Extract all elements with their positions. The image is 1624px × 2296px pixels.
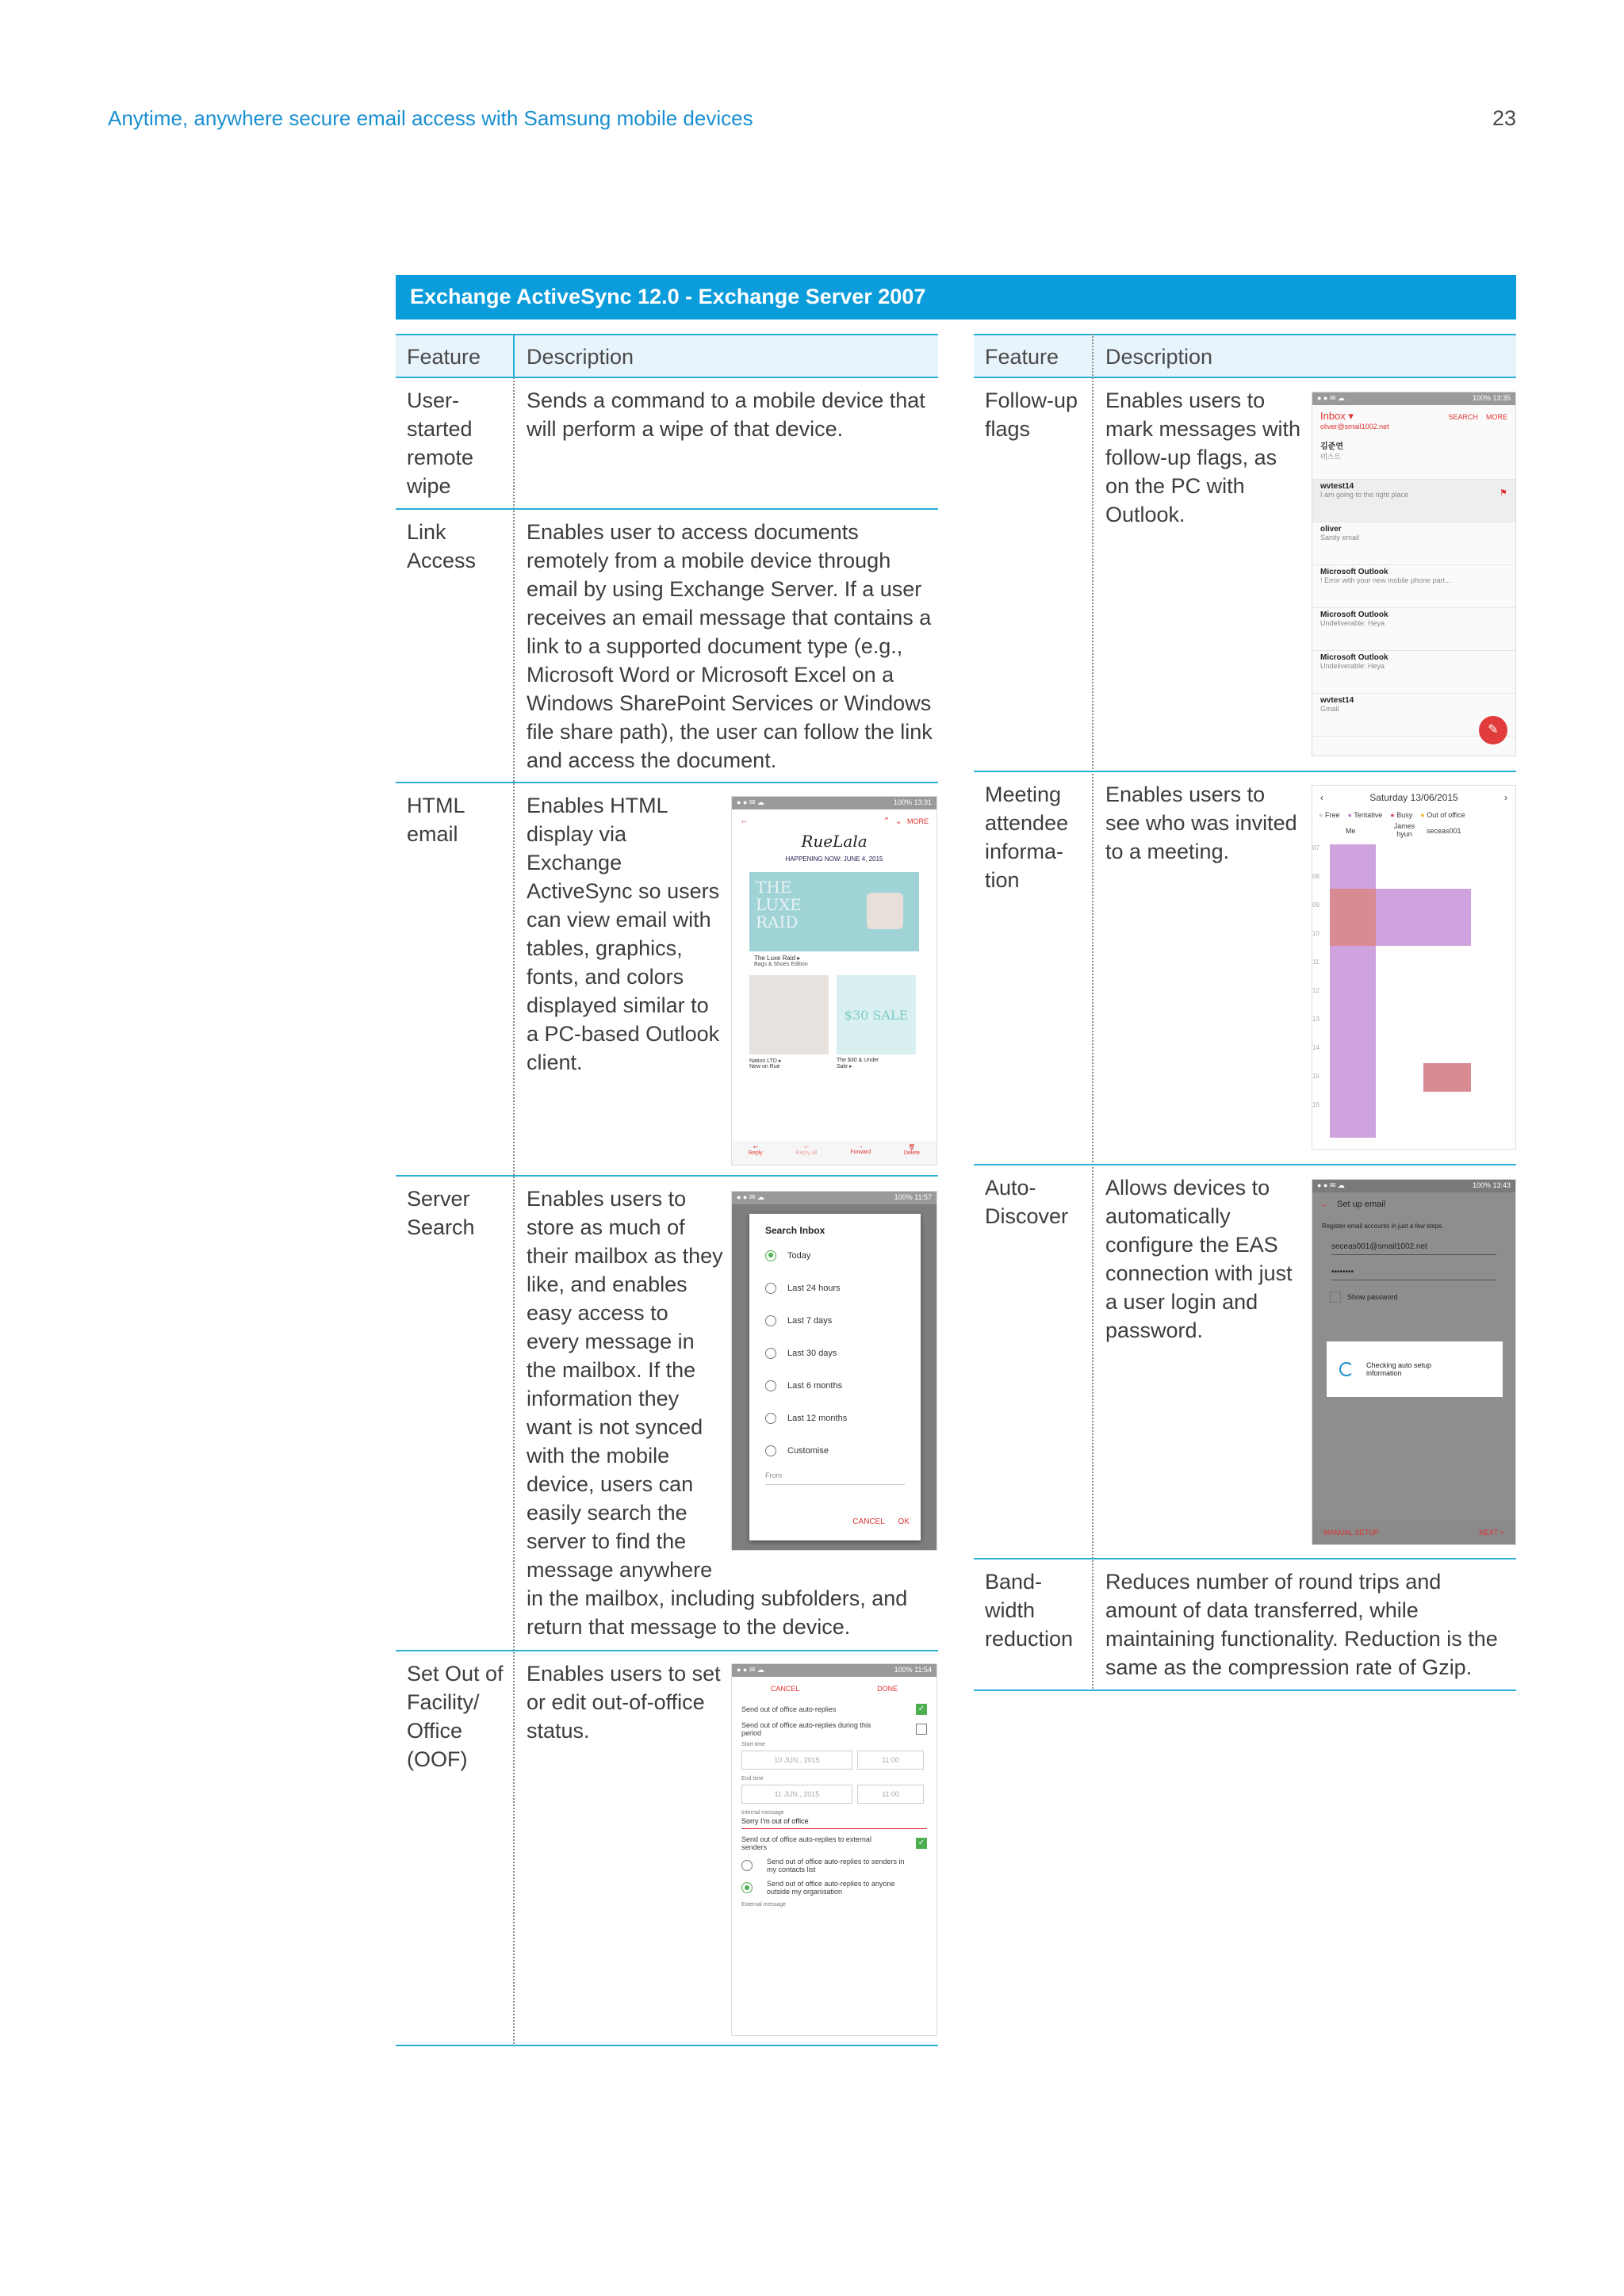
- description-cell: Enables users to store as much of their mailbox as they like, and enables easy access to every message in the mailbox. If the information they want is not synced with the mobile device, users can easily search the server to find the message anywhere: [527, 1187, 723, 1582]
- description-cell: Sends a command to a mobile device that will perform a wipe of that device.: [527, 388, 925, 441]
- promo-tiles: [732, 967, 936, 1058]
- option-24-hours[interactable]: Last 24 hours: [749, 1272, 921, 1304]
- setup-header: [1312, 1192, 1515, 1216]
- more-button[interactable]: MORE: [1486, 413, 1507, 421]
- period-checkbox[interactable]: [916, 1724, 927, 1735]
- oof-toolbar: [732, 1677, 936, 1701]
- inbox-header: [1312, 405, 1515, 437]
- feature-cell: Meeting attendee informa- tion: [985, 783, 1069, 892]
- from-field[interactable]: From: [765, 1471, 905, 1485]
- calendar-date: Saturday 13/06/2015: [1369, 792, 1458, 803]
- feature-cell: Auto- Discover: [985, 1176, 1069, 1228]
- done-button[interactable]: DONE: [877, 1685, 898, 1693]
- busy-block-james: [1376, 889, 1423, 946]
- feature-cell: HTML email: [407, 794, 465, 846]
- oof-screenshot: [731, 1663, 937, 2036]
- list-item[interactable]: oliver Sanity email: [1312, 522, 1515, 565]
- internal-message-label: Internal message: [741, 1810, 784, 1816]
- description-cell: Reduces number of round trips and amount of data transferred, while maintaining functionality. Reduction is the same as the compression rate of Gzip.: [1105, 1570, 1498, 1679]
- search-button[interactable]: SEARCH: [1448, 413, 1478, 421]
- period-toggle[interactable]: Send out of office auto-replies during this period: [732, 1718, 936, 1740]
- next-button[interactable]: NEXT >: [1479, 1529, 1504, 1536]
- more-button[interactable]: MORE: [907, 817, 929, 825]
- chevron-up-icon[interactable]: ⌃: [883, 816, 891, 826]
- hero-subcaption: Bags & Shoes Edition: [754, 962, 808, 967]
- external-message-label: External message: [741, 1902, 787, 1908]
- end-time-row: [732, 1783, 936, 1805]
- option-customise[interactable]: Customise: [749, 1434, 921, 1467]
- handbag-image: [867, 893, 903, 929]
- inbox-title[interactable]: Inbox ▾: [1320, 410, 1354, 422]
- page-header: [108, 106, 1516, 138]
- chevron-down-icon[interactable]: ⌄: [894, 816, 902, 826]
- external-toggle[interactable]: Send out of office auto-replies to external senders ✓: [732, 1829, 936, 1854]
- setup-title: Set up email: [1337, 1200, 1386, 1209]
- happening-now[interactable]: HAPPENING NOW: JUNE 4, 2015: [785, 855, 883, 863]
- feature-cell: Server Search: [407, 1187, 475, 1239]
- back-icon[interactable]: ←: [1320, 1200, 1329, 1209]
- calendar-screenshot: [1312, 785, 1516, 1150]
- description-cell: Allows devices to automatically configure the EAS connection with just a user login and password.: [1105, 1176, 1293, 1342]
- list-item[interactable]: wvtest14 Gmail: [1312, 694, 1515, 737]
- brand-logo: RueLala: [801, 832, 868, 851]
- option-7-days[interactable]: Last 7 days: [749, 1304, 921, 1337]
- description-header: Description: [527, 345, 634, 369]
- back-icon[interactable]: ←: [740, 816, 749, 825]
- compose-icon[interactable]: ✎: [1479, 716, 1507, 744]
- description-header: Description: [1105, 345, 1213, 369]
- feature-cell: Link Access: [407, 520, 477, 572]
- status-bar: ● ● ✉ ☁ 100% 13:35: [1312, 392, 1515, 405]
- external-checkbox[interactable]: ✓: [916, 1838, 927, 1849]
- status-bar: ● ● ✉ ☁ 100% 11:57: [732, 1192, 936, 1204]
- description-cell: Enables HTML display via Exchange ActiveSync so users can view email with tables, graphics, fonts, and colors displayed similar to a PC-based Outlook client.: [527, 794, 720, 1074]
- table-banner: Exchange ActiveSync 12.0 - Exchange Server 2007: [396, 275, 1516, 320]
- reply-all-button[interactable]: ↩ Reply all: [795, 1145, 818, 1156]
- inbox-screenshot: [1312, 392, 1516, 756]
- show-password-checkbox[interactable]: [1330, 1292, 1341, 1303]
- show-password-toggle[interactable]: Show password: [1330, 1292, 1498, 1303]
- busy-block-seceas: [1423, 889, 1471, 946]
- status-bar: ● ● ✉ ☁ 100% 13:31: [732, 797, 936, 809]
- start-time-row: [732, 1749, 936, 1771]
- auto-reply-toggle[interactable]: Send out of office auto-replies ✓: [732, 1701, 936, 1718]
- feature-cell: Follow-up flags: [985, 388, 1078, 441]
- auto-reply-checkbox[interactable]: ✓: [916, 1704, 927, 1715]
- end-date-field[interactable]: 11 JUN., 2015: [741, 1785, 852, 1804]
- start-time-field[interactable]: 11:00: [857, 1751, 924, 1770]
- description-cell: Enables users to set or edit out-of-office status.: [527, 1662, 721, 1743]
- list-item[interactable]: wvtest14 I am going to the right place ⚑: [1312, 480, 1515, 522]
- option-30-days[interactable]: Last 30 days: [749, 1337, 921, 1369]
- html-email-screenshot: [731, 796, 937, 1165]
- hour-labels: 07 08 09 10 11 12 13 14 15 16: [1312, 844, 1320, 1108]
- chevron-left-icon[interactable]: ‹: [1320, 792, 1323, 803]
- description-cell-continued: in the mailbox, including subfolders, and return that message to the device.: [527, 1586, 908, 1639]
- cancel-button[interactable]: CANCEL: [852, 1517, 885, 1526]
- page-title: Anytime, anywhere secure email access with Samsung mobile devices: [108, 106, 753, 130]
- password-field[interactable]: ••••••••: [1331, 1268, 1496, 1280]
- list-item[interactable]: Microsoft Outlook Undeliverable: Heya: [1312, 608, 1515, 651]
- email-toolbar: [732, 809, 936, 832]
- calendar-grid: [1312, 844, 1515, 1138]
- page-number: 23: [1492, 106, 1516, 130]
- list-item[interactable]: Microsoft Outlook Undeliverable: Heya: [1312, 651, 1515, 694]
- feature-header: Feature: [407, 345, 481, 369]
- ok-button[interactable]: OK: [898, 1517, 910, 1526]
- setup-screenshot: [1312, 1179, 1516, 1545]
- delete-button[interactable]: 🗑 Delete: [903, 1145, 921, 1156]
- chevron-right-icon[interactable]: ›: [1503, 792, 1507, 803]
- option-6-months[interactable]: Last 6 months: [749, 1369, 921, 1402]
- flag-icon[interactable]: ⚑: [1500, 488, 1507, 498]
- search-dialog: [749, 1214, 921, 1540]
- list-item[interactable]: Microsoft Outlook ! Error with your new mobile phone part...: [1312, 565, 1515, 608]
- hero-caption[interactable]: The Luxe Raid ▸: [754, 955, 801, 962]
- inbox-account: oliver@smail1002.net: [1320, 423, 1389, 430]
- forward-button[interactable]: → Forward: [850, 1144, 871, 1155]
- search-screenshot: [731, 1191, 937, 1551]
- contacts-option[interactable]: Send out of office auto-replies to senders in my contacts list: [732, 1854, 936, 1877]
- feature-cell: Set Out of Facility/ Office (OOF): [407, 1662, 504, 1771]
- calendar-legend: ● Free ● Tentative ● Busy ● Out of office: [1319, 811, 1465, 819]
- anyone-option[interactable]: Send out of office auto-replies to anyone outside my organisation: [732, 1877, 936, 1899]
- right-table-header: [974, 334, 1516, 378]
- tile-fashion[interactable]: [749, 975, 829, 1054]
- feature-header: Feature: [985, 345, 1059, 369]
- setup-footer: [1312, 1521, 1515, 1544]
- internal-message-field[interactable]: Sorry I'm out of office: [741, 1816, 927, 1829]
- status-bar: ● ● ✉ ☁ 100% 13:43: [1312, 1180, 1515, 1192]
- left-col-divider-top: [513, 334, 515, 378]
- tile-captions: Nation LTD ▸ New on Rue The $30 & Under Sale ▸: [749, 1058, 879, 1070]
- start-time-label: Start time: [741, 1742, 765, 1747]
- calendar-nav: [1312, 786, 1515, 809]
- description-cell: Enables users to see who was invited to a meeting.: [1105, 783, 1297, 863]
- busy-block-me-red: [1330, 889, 1376, 946]
- start-date-field[interactable]: 10 JUN., 2015: [741, 1751, 852, 1770]
- option-today[interactable]: Today: [749, 1239, 921, 1272]
- list-item[interactable]: 김준연 테스트: [1312, 437, 1515, 480]
- feature-cell: Band- width reduction: [985, 1570, 1074, 1651]
- manual-setup-button[interactable]: MANUAL SETUP: [1323, 1529, 1379, 1536]
- setup-hint: Register email accounts in just a few steps.: [1322, 1223, 1444, 1230]
- email-field[interactable]: seceas001@smail1002.net: [1331, 1242, 1496, 1255]
- cancel-button[interactable]: CANCEL: [770, 1685, 800, 1693]
- busy-block-seceas-2: [1423, 1063, 1471, 1092]
- left-table-header: [396, 334, 938, 378]
- option-12-months[interactable]: Last 12 months: [749, 1402, 921, 1434]
- status-bar: ● ● ✉ ☁ 100% 11:54: [732, 1664, 936, 1677]
- attendee-header: Me James hyun seceas001: [1346, 822, 1461, 838]
- description-cell: Enables user to access documents remotely from a mobile device through email by using Exchange Server. If a user receives an email message that contains a link to a supported document type (e.g., Microsoft Word or Microsoft Excel on a Windows SharePoint Services or Windows file share path), the user can follow the link and access the document.: [527, 520, 933, 772]
- end-time-label: End time: [741, 1776, 764, 1781]
- progress-dialog: Checking auto setup information: [1327, 1341, 1503, 1397]
- dialog-title: Search Inbox: [765, 1225, 825, 1236]
- tile-sale[interactable]: $30 SALE: [837, 975, 916, 1054]
- description-cell: Enables users to mark messages with follow-up flags, as on the PC with Outlook.: [1105, 388, 1301, 526]
- reply-button[interactable]: ↩ Reply: [748, 1145, 763, 1156]
- hero-banner[interactable]: THE LUXE RAID: [749, 872, 919, 951]
- end-time-field[interactable]: 11:00: [857, 1785, 924, 1804]
- email-action-bar: [732, 1141, 936, 1165]
- spinner-icon: [1339, 1362, 1354, 1376]
- feature-cell: User- started remote wipe: [407, 388, 474, 498]
